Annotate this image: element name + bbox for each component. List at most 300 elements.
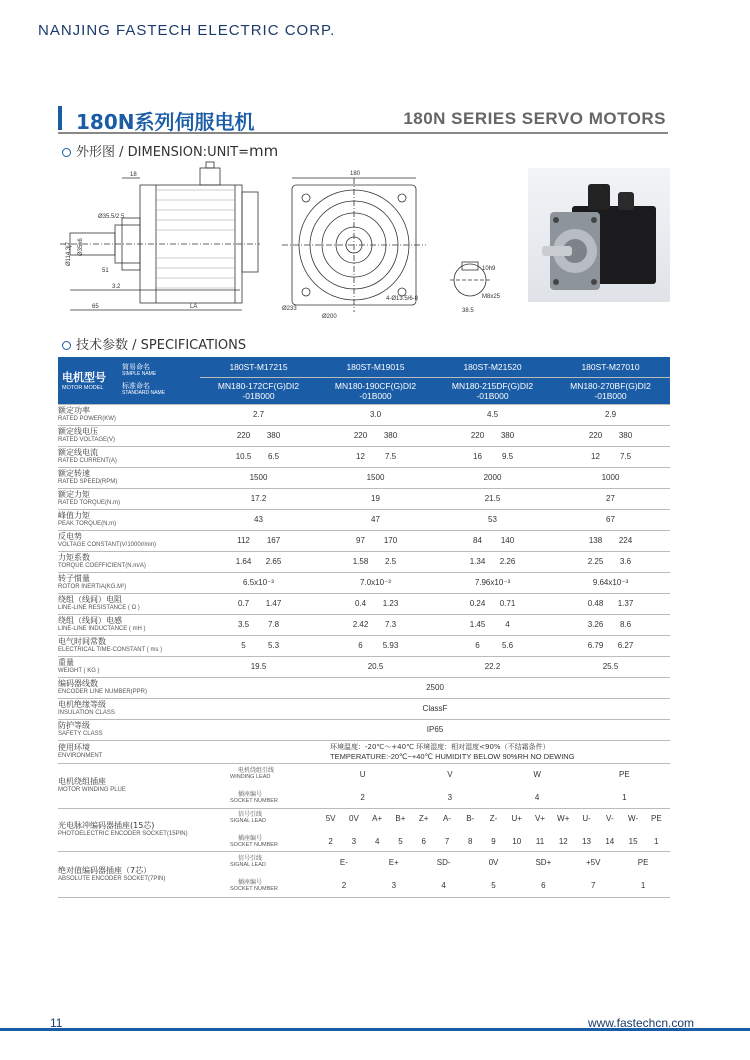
- spec-value-cell: [317, 551, 434, 572]
- company-name: NANJING FASTECH ELECTRIC CORP.: [38, 22, 336, 39]
- spec-value: 6.27: [617, 641, 634, 650]
- model-en: MOTOR MODEL: [62, 385, 104, 392]
- dim-label-holes: 4-Ø13.5/6-8: [386, 296, 419, 302]
- lead-value: W+: [557, 813, 570, 823]
- spec-value-cell: [317, 593, 434, 614]
- socket-sequence: [317, 837, 670, 846]
- lead-value: U-: [582, 813, 591, 823]
- label-en: ELECTRICAL TIME-CONSTANT ( ms ): [58, 647, 163, 653]
- connector-sublabel: SIGNAL LEAD: [230, 862, 266, 868]
- spec-value: 380: [500, 431, 515, 440]
- spec-value: 2.7: [200, 404, 317, 425]
- spec-value-cell: [200, 614, 317, 635]
- spec-value: 5.3: [267, 641, 280, 650]
- label-cn: 额定功率: [58, 406, 90, 415]
- row-label: [58, 656, 200, 677]
- label-en: PHOTOELECTRIC ENCODER SOCKET(15PIN): [58, 831, 188, 837]
- lead-sequence: [317, 814, 670, 823]
- connector-sublabel: 插座编号: [238, 790, 263, 798]
- spec-value: 1.58: [352, 557, 369, 566]
- lead-sequence: [317, 858, 670, 867]
- model-header-cell: [58, 357, 200, 404]
- spec-value-cell: [551, 551, 670, 572]
- shared-value-cell: [200, 740, 670, 763]
- row-label: [58, 488, 200, 509]
- label-en: VOLTAGE CONSTANT(V/1000r/min): [58, 542, 157, 548]
- spec-value: 224: [618, 536, 633, 545]
- spec-value: 6.79: [587, 641, 604, 650]
- socket-value: 1: [654, 836, 659, 846]
- spec-value-cell: [434, 551, 551, 572]
- socket-sequence: [317, 793, 670, 802]
- spec-value-cell: [317, 530, 434, 551]
- spec-value: 22.2: [434, 656, 551, 677]
- shared-row: [58, 677, 670, 698]
- lead-value: E+: [388, 858, 399, 867]
- label-en: LINE-LINE RESISTANCE ( Ω ): [58, 605, 140, 611]
- connector-sublabel: 信号引线: [238, 855, 263, 862]
- shared-value-cell: ClassF: [200, 698, 670, 719]
- lead-value: E-: [339, 858, 348, 867]
- lead-value: 5V: [325, 813, 336, 823]
- label-cn: 峰值力矩: [58, 511, 90, 520]
- row-label: [58, 614, 200, 635]
- spec-value: 84: [473, 536, 482, 545]
- shared-row: [58, 719, 670, 740]
- socket-sequence: [317, 881, 670, 890]
- spec-value: 67: [551, 509, 670, 530]
- row-label: [58, 509, 200, 530]
- label-en: LINE-LINE INDUCTANCE ( mH ): [58, 626, 146, 632]
- row-label: [58, 530, 200, 551]
- connector-sublabel: 插座编号: [238, 834, 263, 842]
- spec-value: 2.9: [551, 404, 670, 425]
- title-chinese: 180N系列伺服电机: [76, 110, 255, 134]
- spec-value: 3.26: [587, 620, 604, 629]
- row-label: [58, 719, 200, 740]
- label-cn: 光电脉冲编码器插座(15芯): [58, 821, 155, 830]
- connector-values-cell: [317, 808, 670, 851]
- label-en: INSULATION CLASS: [58, 710, 115, 716]
- bullet-icon: [62, 148, 71, 157]
- spec-heading: [62, 334, 246, 353]
- spec-value-cell: [551, 593, 670, 614]
- connector-row: [58, 808, 670, 851]
- label-en: ENCODER LINE NUMBER(PPR): [58, 689, 148, 695]
- spec-value: 1.47: [265, 599, 282, 608]
- row-label: [58, 425, 200, 446]
- row-label: [58, 572, 200, 593]
- connector-sublabel: SOCKET NUMBER: [230, 886, 278, 892]
- spec-value-cell: [200, 446, 317, 467]
- label-en: WEIGHT ( KG ): [58, 668, 100, 674]
- spec-row: [58, 635, 670, 656]
- label-en: PEAK TORQUE(N.m): [58, 521, 117, 527]
- socket-value: 10: [512, 836, 522, 846]
- lead-value: U+: [511, 813, 522, 823]
- connector-sublabel: SIGNAL LEAD: [230, 817, 266, 824]
- dim-label-18: 18: [130, 172, 137, 178]
- socket-value: 4: [534, 792, 540, 802]
- spec-value: 1.64: [235, 557, 252, 566]
- spec-value: 21.5: [434, 488, 551, 509]
- label-en: RATED TORQUE(N.m): [58, 500, 121, 506]
- spec-value-cell: [200, 593, 317, 614]
- dim-label-32: 3.2: [112, 284, 121, 290]
- spec-value: 20.5: [317, 656, 434, 677]
- label-cn: 额定力矩: [58, 490, 90, 499]
- socket-value: 13: [582, 836, 591, 846]
- spec-value-cell: [200, 530, 317, 551]
- socket-value: 1: [640, 881, 646, 890]
- row-label: [58, 635, 200, 656]
- spec-value-cell: [317, 425, 434, 446]
- spec-value: 7.5: [384, 452, 397, 461]
- label-en: TORQUE COEFFICIENT(N.m/A): [58, 563, 146, 569]
- lead-value: V: [447, 769, 453, 779]
- standard-name-cell: MN180-270BF(G)DI2 -01B000: [551, 377, 670, 404]
- spec-row: [58, 572, 670, 593]
- spec-row: [58, 509, 670, 530]
- lead-value: 0V: [488, 858, 499, 867]
- spec-value-cell: [551, 425, 670, 446]
- socket-value: 9: [491, 836, 496, 846]
- spec-value-cell: [434, 530, 551, 551]
- spec-value: 2.42: [352, 620, 369, 629]
- socket-value: 6: [421, 836, 426, 846]
- socket-value: 14: [605, 836, 615, 846]
- spec-value-cell: [551, 635, 670, 656]
- connector-values-cell: [317, 851, 670, 897]
- spec-row: [58, 593, 670, 614]
- title-english: 180N SERIES SERVO MOTORS: [403, 109, 666, 128]
- simple-cn: 简易命名: [122, 363, 150, 372]
- connector-sublabel-cell: [200, 763, 317, 808]
- lead-value: PE: [637, 858, 649, 867]
- spec-value: 220: [236, 431, 251, 440]
- spec-value: 167: [266, 536, 281, 545]
- spec-value: 0.4: [354, 599, 367, 608]
- dim-label-385: 38.5: [462, 308, 474, 314]
- spec-value: 380: [383, 431, 398, 440]
- spec-value: 7.5: [619, 452, 632, 461]
- lead-value: A+: [372, 813, 383, 823]
- socket-value: 7: [444, 836, 450, 846]
- spec-value: 27: [551, 488, 670, 509]
- simple-name-cell: 180ST-M19015: [317, 357, 434, 377]
- shared-rows: [58, 677, 670, 763]
- spec-value: 4: [505, 620, 510, 629]
- spec-value: 53: [434, 509, 551, 530]
- spec-row: [58, 656, 670, 677]
- lead-value: 0V: [349, 813, 359, 823]
- socket-value: 6: [541, 881, 546, 890]
- label-en: MOTOR WINDING PLUE: [58, 787, 126, 793]
- spec-value: 7.3: [384, 620, 397, 629]
- simple-name-cell: 180ST-M27010: [551, 357, 670, 377]
- spec-value: 6.5: [267, 452, 280, 461]
- socket-value: 2: [328, 836, 333, 846]
- simple-en: SIMPLE NAME: [122, 371, 157, 378]
- socket-value: 15: [628, 836, 638, 846]
- connector-sublabel: SOCKET NUMBER: [230, 797, 278, 804]
- spec-value: 220: [470, 431, 485, 440]
- spec-value: 7.0x10⁻³: [317, 572, 434, 593]
- lead-value: PE: [651, 813, 662, 823]
- spec-row: [58, 530, 670, 551]
- lead-value: V-: [606, 813, 614, 823]
- shared-value-cell: 2500: [200, 677, 670, 698]
- spec-value: 1.37: [617, 599, 634, 608]
- lead-value: U: [359, 769, 366, 779]
- spec-value: 112: [237, 536, 250, 545]
- dim-label-shaft: Ø35k6: [78, 238, 84, 256]
- row-label: [58, 404, 200, 425]
- socket-value: 3: [391, 881, 397, 890]
- spec-value: 47: [317, 509, 434, 530]
- env-cn: 环境温度：-20℃～+40℃ 环境湿度：相对湿度<90%（不结霜条件）: [330, 742, 550, 751]
- title-accent: [58, 106, 62, 130]
- shared-row: [58, 698, 670, 719]
- label-cn: 绕组（线间）电感: [58, 616, 122, 625]
- dim-label-180: 180: [350, 171, 361, 177]
- spec-value: 5.93: [382, 641, 399, 650]
- label-cn: 编码器线数: [58, 679, 98, 688]
- spec-value: 140: [500, 536, 515, 545]
- connector-sublabel: 信号引线: [238, 810, 263, 818]
- label-cn: 重量: [58, 658, 74, 667]
- lead-value: Z+: [418, 813, 429, 823]
- spec-value: 5.6: [501, 641, 514, 650]
- spec-value: 19.5: [200, 656, 317, 677]
- socket-value: 7: [591, 881, 596, 890]
- spec-value-cell: [317, 446, 434, 467]
- spec-row: [58, 614, 670, 635]
- connector-sublabel-cell: [200, 808, 317, 851]
- dim-label-51: 51: [102, 268, 109, 274]
- socket-value: 4: [374, 836, 380, 846]
- spec-value: 12: [356, 452, 365, 461]
- spec-row: [58, 404, 670, 425]
- spec-value: 0.24: [469, 599, 486, 608]
- shared-value-cell: IP65: [200, 719, 670, 740]
- spec-value: 2.26: [499, 557, 516, 566]
- dimension-unit: mm: [248, 142, 279, 160]
- spec-heading-text: 技术参数 / SPECIFICATIONS: [76, 338, 247, 353]
- simple-name-cell: 180ST-M21520: [434, 357, 551, 377]
- connector-sublabel: 电机绕组引线: [238, 766, 275, 774]
- label-cn: 反电势: [58, 532, 82, 541]
- front-view-drawing: [282, 178, 426, 312]
- lead-value: Z-: [489, 813, 498, 823]
- row-label: [58, 808, 200, 851]
- row-label: [58, 763, 200, 808]
- spec-value: 19: [317, 488, 434, 509]
- label-en: RATED SPEED(RPM): [58, 479, 118, 485]
- connector-rows: [58, 763, 670, 897]
- lead-value: SD+: [535, 858, 552, 867]
- row-label: [58, 677, 200, 698]
- socket-value: 3: [351, 836, 357, 846]
- socket-value: 2: [341, 881, 347, 890]
- model-cn: 电机型号: [62, 371, 106, 385]
- spec-value-cell: [551, 614, 670, 635]
- standard-name-cell: MN180-172CF(G)DI2 -01B000: [200, 377, 317, 404]
- row-label: [58, 446, 200, 467]
- spec-value: 6.5x10⁻³: [200, 572, 317, 593]
- lead-value: B+: [395, 813, 406, 823]
- label-cn: 额定转速: [58, 469, 90, 478]
- dimension-drawing: [60, 160, 520, 325]
- standard-en: STANDARD NAME: [122, 390, 165, 397]
- dim-label-la: LA: [190, 304, 198, 310]
- lead-value: PE: [619, 769, 630, 779]
- spec-value-cell: [317, 614, 434, 635]
- spec-value-cell: [200, 635, 317, 656]
- dim-label-thread: M8x25: [482, 294, 501, 300]
- spec-value: 3.5: [237, 620, 250, 629]
- spec-row: [58, 446, 670, 467]
- lead-value: V+: [535, 813, 546, 823]
- standard-name-cell: MN180-190CF(G)DI2 -01B000: [317, 377, 434, 404]
- label-cn: 电机绕组插座: [58, 777, 106, 786]
- label-en: RATED VOLTAGE(V): [58, 437, 116, 443]
- spec-value: 17.2: [200, 488, 317, 509]
- socket-value: 5: [491, 881, 496, 890]
- servo-motor-image: [528, 168, 670, 302]
- connector-sublabel: 插座编号: [238, 879, 263, 886]
- socket-value: 2: [360, 792, 365, 802]
- spec-row: [58, 551, 670, 572]
- spec-row: [58, 425, 670, 446]
- socket-value: 12: [558, 836, 568, 846]
- spec-value-cell: [551, 446, 670, 467]
- shared-row: [58, 740, 670, 763]
- label-cn: 绕组（线间）电阻: [58, 595, 122, 604]
- spec-value: 97: [356, 536, 365, 545]
- spec-table: [58, 357, 670, 898]
- spec-value: 43: [200, 509, 317, 530]
- spec-value: 1.34: [469, 557, 486, 566]
- label-cn: 电机绝缘等级: [58, 700, 106, 709]
- spec-rows: [58, 404, 670, 677]
- lead-value: +5V: [585, 858, 601, 867]
- spec-value: 2000: [434, 467, 551, 488]
- spec-value: 10.5: [235, 452, 252, 461]
- connector-row: [58, 763, 670, 808]
- spec-value: 0.7: [237, 599, 250, 608]
- lead-value: A-: [442, 813, 451, 823]
- socket-value: 1: [622, 792, 627, 802]
- row-label: [58, 467, 200, 488]
- label-cn: 力矩系数: [58, 553, 90, 562]
- label-cn: 转子惯量: [58, 574, 90, 583]
- dim-label-200: Ø200: [322, 314, 337, 320]
- spec-value: 220: [353, 431, 368, 440]
- spec-value: 6: [358, 641, 363, 650]
- label-en: ENVIRONMENT: [58, 753, 103, 759]
- dim-label-keyway: 10h9: [482, 266, 496, 272]
- connector-values-cell: [317, 763, 670, 808]
- spec-value: 8.6: [619, 620, 632, 629]
- spec-value: 7.8: [267, 620, 280, 629]
- socket-value: 11: [535, 836, 545, 846]
- spec-row: [58, 467, 670, 488]
- spec-value: 138: [588, 536, 603, 545]
- label-cn: 电气时间常数: [58, 637, 106, 646]
- lead-value: W: [533, 769, 541, 779]
- label-cn: 绝对值编码器插座（7芯）: [58, 865, 152, 875]
- row-label: [58, 551, 200, 572]
- spec-value: 1.23: [382, 599, 399, 608]
- spec-value: 1000: [551, 467, 670, 488]
- row-label: [58, 593, 200, 614]
- socket-value: 3: [447, 792, 453, 802]
- header-row-simple: [58, 357, 670, 377]
- spec-value-cell: [434, 425, 551, 446]
- label-cn: 额定线电流: [58, 448, 98, 457]
- dim-label-key: Ø35.5/2.5: [98, 214, 125, 220]
- lead-value: W-: [628, 813, 639, 823]
- label-en: SAFETY CLASS: [58, 731, 103, 737]
- spec-value: 7.96x10⁻³: [434, 572, 551, 593]
- standard-name-cell: MN180-215DF(G)DI2 -01B000: [434, 377, 551, 404]
- spec-value-cell: [317, 635, 434, 656]
- label-cn: 防护等级: [58, 721, 90, 730]
- connector-sublabel-cell: [200, 851, 317, 897]
- spec-value: 3.0: [317, 404, 434, 425]
- page-number: 11: [50, 1016, 63, 1030]
- spec-value: 220: [588, 431, 603, 440]
- label-en: ROTOR INERTIA(KG.M²): [58, 584, 127, 590]
- lead-value: B-: [466, 813, 475, 823]
- section-title-bar: [58, 104, 668, 134]
- lead-sequence: [317, 770, 670, 779]
- spec-value: 9.64x10⁻³: [551, 572, 670, 593]
- fin-lines: [156, 190, 235, 288]
- standard-cn: 标准命名: [122, 382, 150, 391]
- spec-value: 1500: [200, 467, 317, 488]
- label-en: RATED CURRENT(A): [58, 458, 117, 464]
- spec-value-cell: [434, 593, 551, 614]
- spec-value: 380: [266, 431, 281, 440]
- connector-sublabel: WINDING LEAD: [230, 773, 271, 780]
- spec-value-cell: [200, 425, 317, 446]
- connector-sublabel: SOCKET NUMBER: [230, 841, 278, 848]
- spec-value: 2.25: [587, 557, 604, 566]
- spec-value-cell: [434, 614, 551, 635]
- spec-value: 170: [383, 536, 398, 545]
- website-url: www.fastechcn.com: [587, 1016, 694, 1030]
- spec-value: 380: [618, 431, 633, 440]
- row-label: [58, 851, 200, 897]
- spec-value: 1500: [317, 467, 434, 488]
- dim-label-flange: Ø114.3j7: [66, 242, 72, 266]
- spec-value: 6: [475, 641, 480, 650]
- dim-label-65: 65: [92, 304, 99, 310]
- spec-value: 3.6: [619, 557, 632, 566]
- dimension-heading-text: 外形图 / DIMENSION:UNIT=: [76, 145, 249, 160]
- label-en: RATED POWER(KW): [58, 416, 116, 422]
- label-cn: 使用环境: [58, 743, 90, 752]
- row-label: [58, 740, 200, 763]
- connector-row: [58, 851, 670, 897]
- spec-value: 0.48: [587, 599, 604, 608]
- spec-value-cell: [434, 446, 551, 467]
- lead-value: SD-: [436, 858, 451, 867]
- socket-value: 5: [398, 836, 403, 846]
- spec-value-cell: [434, 635, 551, 656]
